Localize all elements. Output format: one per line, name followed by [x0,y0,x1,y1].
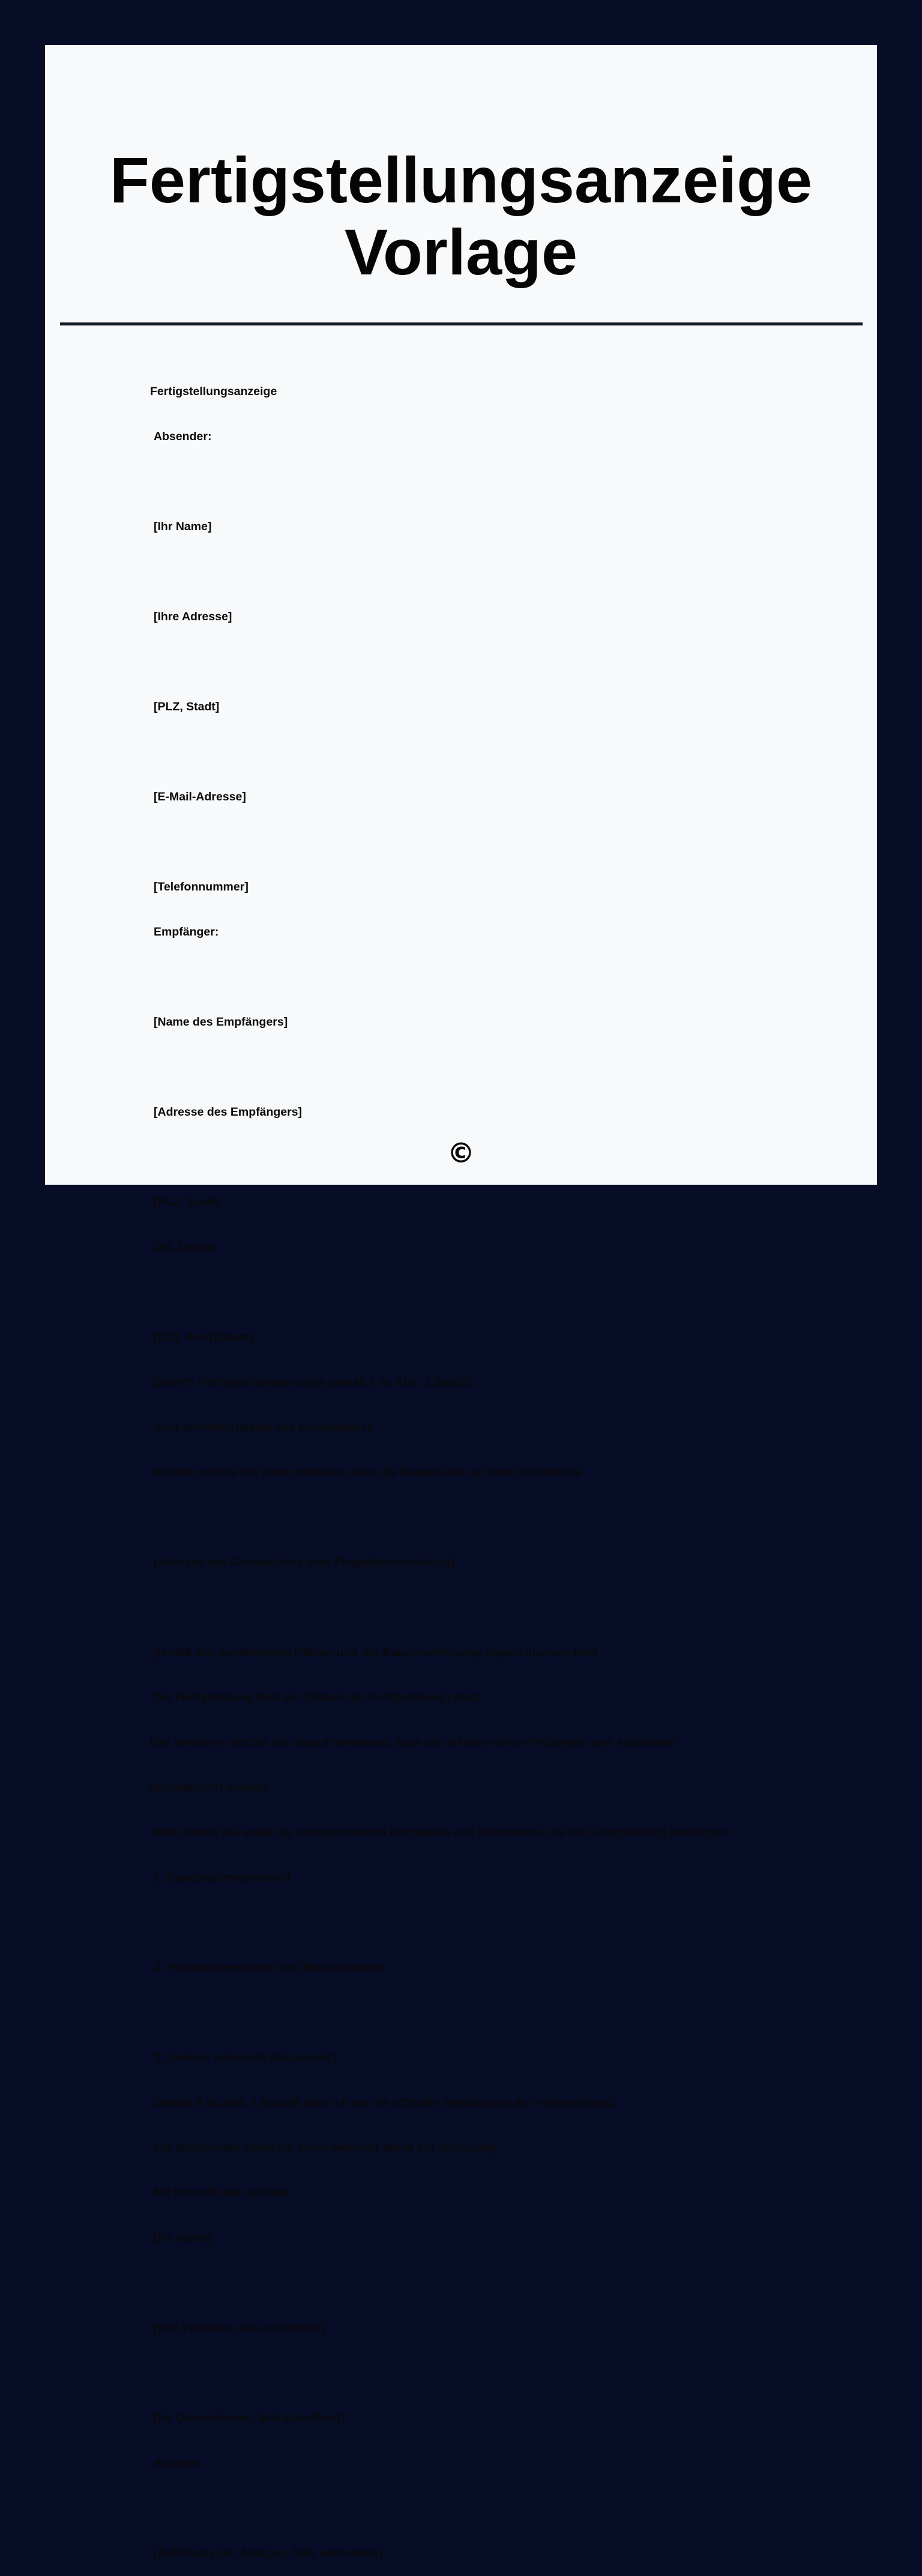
sender-label: Absender: [154,430,212,443]
body-line: Bitte finden Sie anbei die entsprechenden Nachweise und Dokumente, die die Fertigstellung bestätigen: [154,1826,732,1839]
heading-line: Fertigstellungsanzeige [150,385,277,398]
body-line: gemäß den genehmigten Plänen und der Baugenehmigung abgeschlossen sind. [154,1646,600,1659]
body-line: Für Rückfragen stehe ich Ihnen jederzeit gerne zur Verfügung. [154,2141,500,2154]
subject-line: Betreff: Fertigstellungsanzeige gemäß § 9a Abs. 1 BauGB [154,1376,474,1389]
title-line-1: Fertigstellungsanzeige [109,144,813,216]
attachments-placeholder: [Auflistung der Anlagen, falls vorhanden] [154,2547,383,2560]
recipient-label: Empfänger: [154,925,219,939]
copyright-icon: © [447,1137,475,1169]
attachment-list-item: 3. [weitere relevante Dokumente] [154,2051,337,2064]
sender-address: [Ihre Adresse] [154,610,232,623]
signature-role: [Ihre Funktion, falls zutreffend] [154,2321,325,2335]
letter-body [150,354,810,2576]
sender-email: [E-Mail-Adresse] [154,790,246,803]
sender-name: [Ihr Name] [154,520,212,533]
recipient-city: [PLZ, Stadt] [154,1196,220,1209]
recipient-address: [Adresse des Empfängers] [154,1105,303,1119]
body-line: durchgeführt wurden. [150,1781,271,1794]
recipient-name: [Name des Empfängers] [154,1015,288,1029]
salutation: Sehr geehrte/r [Name des Empfängers], [154,1421,374,1434]
body-line: Gemäß § 9a Abs. 1 BauGB bitte ich um die offizielle Bestätigung der Fertigstellung. [154,2096,616,2109]
body-line: Des Weiteren möchte ich darauf hinweisen, dass alle erforderlichen Prüfungen und Abnahmen [150,1736,676,1749]
place-date: [Ort], den [Datum] [154,1331,254,1344]
attachment-list-item: 1. Bauabnahmeprotokoll [154,1871,291,1884]
body-line: hiermit möchte ich Ihnen mitteilen, dass die Bauarbeiten an dem Grundstück [154,1466,581,1479]
sender-phone: [Telefonnummer] [154,880,249,893]
attachment-list-item: 2. Fotodokumentation des Bauvorhabens [154,1961,384,1974]
document-title [0,144,922,288]
sender-city: [PLZ, Stadt] [154,700,220,713]
property-address: [Adresse des Grundstücks oder Projektbeschreibung] [154,1556,455,1569]
place-date-label: Ort, Datum: [154,1241,218,1254]
closing: Mit freundlichen Grüßen [154,2186,289,2200]
title-divider [60,322,863,325]
signature-company: [Ihr Unternehmen, falls zutreffend] [154,2411,345,2425]
attachments-label: Anlagen: [154,2457,204,2470]
signature-name: [Ihr Name] [154,2231,212,2245]
body-line: Die Fertigstellung fand am [Datum der Fertigstellung] statt. [154,1691,482,1704]
title-line-2: Vorlage [344,216,578,288]
